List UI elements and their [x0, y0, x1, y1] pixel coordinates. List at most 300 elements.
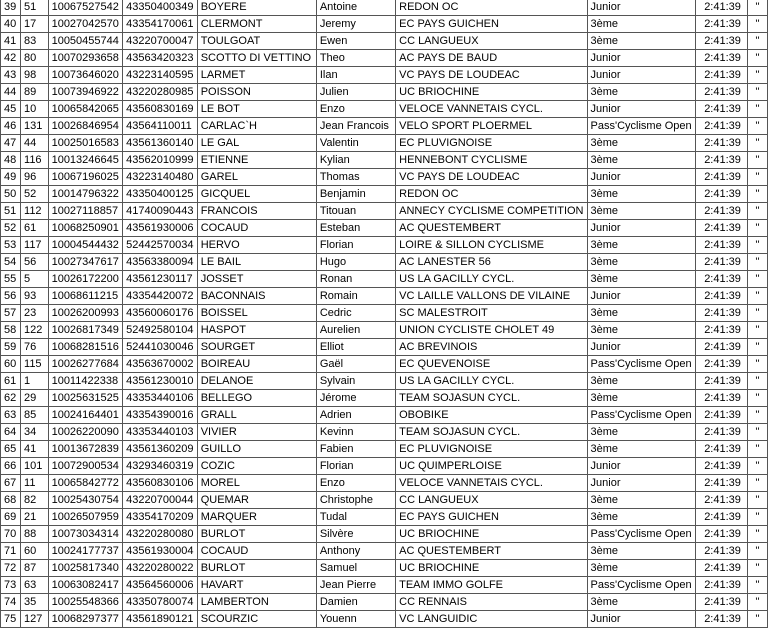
lastname-cell[interactable]: HERVO	[197, 237, 316, 254]
firstname-cell[interactable]: Fabien	[316, 441, 395, 458]
gap-cell[interactable]: ''	[747, 254, 767, 271]
lastname-cell[interactable]: GICQUEL	[197, 186, 316, 203]
bib-cell[interactable]: 83	[21, 33, 49, 50]
club-cell[interactable]: AC QUESTEMBERT	[396, 220, 587, 237]
time-cell[interactable]: 2:41:39	[695, 50, 747, 67]
place-cell[interactable]: 67	[1, 475, 21, 492]
bib-cell[interactable]: 1	[21, 373, 49, 390]
club-cell[interactable]: CC LANGUEUX	[396, 492, 587, 509]
bib-cell[interactable]: 5	[21, 271, 49, 288]
category-cell[interactable]: Pass'Cyclisme Open	[587, 356, 695, 373]
place-cell[interactable]: 47	[1, 135, 21, 152]
firstname-cell[interactable]: Thomas	[316, 169, 395, 186]
bib-cell[interactable]: 60	[21, 543, 49, 560]
uci-id-cell[interactable]: 10065842065	[48, 101, 123, 118]
time-cell[interactable]: 2:41:39	[695, 118, 747, 135]
time-cell[interactable]: 2:41:39	[695, 33, 747, 50]
uci-id-cell[interactable]: 10026200993	[48, 305, 123, 322]
firstname-cell[interactable]: Jeremy	[316, 16, 395, 33]
category-cell[interactable]: 3ème	[587, 33, 695, 50]
gap-cell[interactable]: ''	[747, 152, 767, 169]
time-cell[interactable]: 2:41:39	[695, 288, 747, 305]
place-cell[interactable]: 48	[1, 152, 21, 169]
lastname-cell[interactable]: LARMET	[197, 67, 316, 84]
category-cell[interactable]: 3ème	[587, 492, 695, 509]
gap-cell[interactable]: ''	[747, 407, 767, 424]
lastname-cell[interactable]: MOREL	[197, 475, 316, 492]
firstname-cell[interactable]: Damien	[316, 594, 395, 611]
licence-cell[interactable]: 43220700044	[123, 492, 198, 509]
place-cell[interactable]: 60	[1, 356, 21, 373]
category-cell[interactable]: 3ème	[587, 135, 695, 152]
bib-cell[interactable]: 82	[21, 492, 49, 509]
time-cell[interactable]: 2:41:39	[695, 16, 747, 33]
place-cell[interactable]: 65	[1, 441, 21, 458]
place-cell[interactable]: 44	[1, 84, 21, 101]
licence-cell[interactable]: 43560830169	[123, 101, 198, 118]
place-cell[interactable]: 57	[1, 305, 21, 322]
place-cell[interactable]: 75	[1, 611, 21, 628]
lastname-cell[interactable]: VIVIER	[197, 424, 316, 441]
club-cell[interactable]: AC LANESTER 56	[396, 254, 587, 271]
firstname-cell[interactable]: Esteban	[316, 220, 395, 237]
club-cell[interactable]: SC MALESTROIT	[396, 305, 587, 322]
licence-cell[interactable]: 43353440103	[123, 424, 198, 441]
category-cell[interactable]: Junior	[587, 220, 695, 237]
bib-cell[interactable]: 56	[21, 254, 49, 271]
bib-cell[interactable]: 61	[21, 220, 49, 237]
time-cell[interactable]: 2:41:39	[695, 203, 747, 220]
uci-id-cell[interactable]: 10067196025	[48, 169, 123, 186]
time-cell[interactable]: 2:41:39	[695, 67, 747, 84]
licence-cell[interactable]: 43220700047	[123, 33, 198, 50]
firstname-cell[interactable]: Enzo	[316, 101, 395, 118]
lastname-cell[interactable]: LAMBERTON	[197, 594, 316, 611]
gap-cell[interactable]: ''	[747, 611, 767, 628]
time-cell[interactable]: 2:41:39	[695, 169, 747, 186]
category-cell[interactable]: 3ème	[587, 373, 695, 390]
gap-cell[interactable]: ''	[747, 16, 767, 33]
firstname-cell[interactable]: Ewen	[316, 33, 395, 50]
firstname-cell[interactable]: Florian	[316, 458, 395, 475]
category-cell[interactable]: 3ème	[587, 424, 695, 441]
gap-cell[interactable]: ''	[747, 424, 767, 441]
club-cell[interactable]: EC PAYS GUICHEN	[396, 16, 587, 33]
club-cell[interactable]: TEAM SOJASUN CYCL.	[396, 390, 587, 407]
time-cell[interactable]: 2:41:39	[695, 135, 747, 152]
lastname-cell[interactable]: HAVART	[197, 577, 316, 594]
firstname-cell[interactable]: Titouan	[316, 203, 395, 220]
time-cell[interactable]: 2:41:39	[695, 322, 747, 339]
licence-cell[interactable]: 43560830106	[123, 475, 198, 492]
lastname-cell[interactable]: HASPOT	[197, 322, 316, 339]
gap-cell[interactable]: ''	[747, 560, 767, 577]
bib-cell[interactable]: 87	[21, 560, 49, 577]
category-cell[interactable]: Junior	[587, 288, 695, 305]
uci-id-cell[interactable]: 10026507959	[48, 509, 123, 526]
category-cell[interactable]: Junior	[587, 50, 695, 67]
club-cell[interactable]: TEAM IMMO GOLFE	[396, 577, 587, 594]
firstname-cell[interactable]: Florian	[316, 237, 395, 254]
club-cell[interactable]: UC BRIOCHINE	[396, 560, 587, 577]
firstname-cell[interactable]: Ilan	[316, 67, 395, 84]
lastname-cell[interactable]: LE BAIL	[197, 254, 316, 271]
bib-cell[interactable]: 52	[21, 186, 49, 203]
licence-cell[interactable]: 43561360209	[123, 441, 198, 458]
licence-cell[interactable]: 43563670002	[123, 356, 198, 373]
place-cell[interactable]: 40	[1, 16, 21, 33]
time-cell[interactable]: 2:41:39	[695, 475, 747, 492]
firstname-cell[interactable]: Silvère	[316, 526, 395, 543]
category-cell[interactable]: Junior	[587, 169, 695, 186]
bib-cell[interactable]: 76	[21, 339, 49, 356]
bib-cell[interactable]: 17	[21, 16, 49, 33]
firstname-cell[interactable]: Ronan	[316, 271, 395, 288]
lastname-cell[interactable]: COCAUD	[197, 220, 316, 237]
place-cell[interactable]: 69	[1, 509, 21, 526]
gap-cell[interactable]: ''	[747, 356, 767, 373]
licence-cell[interactable]: 43561360140	[123, 135, 198, 152]
category-cell[interactable]: 3ème	[587, 390, 695, 407]
licence-cell[interactable]: 43350780074	[123, 594, 198, 611]
gap-cell[interactable]: ''	[747, 526, 767, 543]
category-cell[interactable]: 3ème	[587, 203, 695, 220]
firstname-cell[interactable]: Theo	[316, 50, 395, 67]
club-cell[interactable]: US LA GACILLY CYCL.	[396, 373, 587, 390]
lastname-cell[interactable]: QUEMAR	[197, 492, 316, 509]
club-cell[interactable]: VELO SPORT PLOERMEL	[396, 118, 587, 135]
uci-id-cell[interactable]: 10027042570	[48, 16, 123, 33]
category-cell[interactable]: Pass'Cyclisme Open	[587, 407, 695, 424]
time-cell[interactable]: 2:41:39	[695, 577, 747, 594]
bib-cell[interactable]: 112	[21, 203, 49, 220]
licence-cell[interactable]: 43562010999	[123, 152, 198, 169]
place-cell[interactable]: 51	[1, 203, 21, 220]
club-cell[interactable]: AC QUESTEMBERT	[396, 543, 587, 560]
lastname-cell[interactable]: BURLOT	[197, 560, 316, 577]
lastname-cell[interactable]: LE GAL	[197, 135, 316, 152]
uci-id-cell[interactable]: 10011422338	[48, 373, 123, 390]
licence-cell[interactable]: 43561230117	[123, 271, 198, 288]
gap-cell[interactable]: ''	[747, 305, 767, 322]
place-cell[interactable]: 63	[1, 407, 21, 424]
firstname-cell[interactable]: Antoine	[316, 0, 395, 16]
time-cell[interactable]: 2:41:39	[695, 271, 747, 288]
club-cell[interactable]: UC BRIOCHINE	[396, 84, 587, 101]
place-cell[interactable]: 49	[1, 169, 21, 186]
licence-cell[interactable]: 43354390016	[123, 407, 198, 424]
licence-cell[interactable]: 43220280985	[123, 84, 198, 101]
firstname-cell[interactable]: Kylian	[316, 152, 395, 169]
gap-cell[interactable]: ''	[747, 543, 767, 560]
gap-cell[interactable]: ''	[747, 220, 767, 237]
uci-id-cell[interactable]: 10068297377	[48, 611, 123, 628]
uci-id-cell[interactable]: 10026172200	[48, 271, 123, 288]
uci-id-cell[interactable]: 10024177737	[48, 543, 123, 560]
time-cell[interactable]: 2:41:39	[695, 424, 747, 441]
time-cell[interactable]: 2:41:39	[695, 543, 747, 560]
licence-cell[interactable]: 43220280080	[123, 526, 198, 543]
bib-cell[interactable]: 93	[21, 288, 49, 305]
licence-cell[interactable]: 43354170061	[123, 16, 198, 33]
lastname-cell[interactable]: GAREL	[197, 169, 316, 186]
time-cell[interactable]: 2:41:39	[695, 152, 747, 169]
gap-cell[interactable]: ''	[747, 169, 767, 186]
firstname-cell[interactable]: Samuel	[316, 560, 395, 577]
time-cell[interactable]: 2:41:39	[695, 0, 747, 16]
lastname-cell[interactable]: MARQUER	[197, 509, 316, 526]
lastname-cell[interactable]: COCAUD	[197, 543, 316, 560]
category-cell[interactable]: 3ème	[587, 237, 695, 254]
category-cell[interactable]: 3ème	[587, 186, 695, 203]
category-cell[interactable]: 3ème	[587, 322, 695, 339]
place-cell[interactable]: 56	[1, 288, 21, 305]
bib-cell[interactable]: 11	[21, 475, 49, 492]
category-cell[interactable]: 3ème	[587, 305, 695, 322]
gap-cell[interactable]: ''	[747, 339, 767, 356]
bib-cell[interactable]: 117	[21, 237, 49, 254]
licence-cell[interactable]: 43561890121	[123, 611, 198, 628]
uci-id-cell[interactable]: 10026277684	[48, 356, 123, 373]
club-cell[interactable]: UC BRIOCHINE	[396, 526, 587, 543]
bib-cell[interactable]: 88	[21, 526, 49, 543]
gap-cell[interactable]: ''	[747, 0, 767, 16]
gap-cell[interactable]: ''	[747, 492, 767, 509]
uci-id-cell[interactable]: 10004544432	[48, 237, 123, 254]
category-cell[interactable]: 3ème	[587, 509, 695, 526]
place-cell[interactable]: 73	[1, 577, 21, 594]
licence-cell[interactable]: 52442570034	[123, 237, 198, 254]
time-cell[interactable]: 2:41:39	[695, 84, 747, 101]
firstname-cell[interactable]: Tudal	[316, 509, 395, 526]
lastname-cell[interactable]: BOISSEL	[197, 305, 316, 322]
club-cell[interactable]: EC PAYS GUICHEN	[396, 509, 587, 526]
uci-id-cell[interactable]: 10072900534	[48, 458, 123, 475]
firstname-cell[interactable]: Jean Pierre	[316, 577, 395, 594]
club-cell[interactable]: ANNECY CYCLISME COMPETITION	[396, 203, 587, 220]
lastname-cell[interactable]: SCOTTO DI VETTINO	[197, 50, 316, 67]
licence-cell[interactable]: 52492580104	[123, 322, 198, 339]
time-cell[interactable]: 2:41:39	[695, 186, 747, 203]
bib-cell[interactable]: 101	[21, 458, 49, 475]
gap-cell[interactable]: ''	[747, 577, 767, 594]
place-cell[interactable]: 70	[1, 526, 21, 543]
category-cell[interactable]: 3ème	[587, 152, 695, 169]
club-cell[interactable]: VELOCE VANNETAIS CYCL.	[396, 475, 587, 492]
time-cell[interactable]: 2:41:39	[695, 339, 747, 356]
uci-id-cell[interactable]: 10025631525	[48, 390, 123, 407]
time-cell[interactable]: 2:41:39	[695, 492, 747, 509]
lastname-cell[interactable]: CARLAC`H	[197, 118, 316, 135]
bib-cell[interactable]: 122	[21, 322, 49, 339]
gap-cell[interactable]: ''	[747, 373, 767, 390]
firstname-cell[interactable]: Enzo	[316, 475, 395, 492]
gap-cell[interactable]: ''	[747, 203, 767, 220]
firstname-cell[interactable]: Julien	[316, 84, 395, 101]
licence-cell[interactable]: 43293460319	[123, 458, 198, 475]
uci-id-cell[interactable]: 10027347617	[48, 254, 123, 271]
uci-id-cell[interactable]: 10014796322	[48, 186, 123, 203]
bib-cell[interactable]: 127	[21, 611, 49, 628]
licence-cell[interactable]: 43220280022	[123, 560, 198, 577]
place-cell[interactable]: 53	[1, 237, 21, 254]
bib-cell[interactable]: 85	[21, 407, 49, 424]
club-cell[interactable]: LOIRE & SILLON CYCLISME	[396, 237, 587, 254]
place-cell[interactable]: 68	[1, 492, 21, 509]
licence-cell[interactable]: 41740090443	[123, 203, 198, 220]
uci-id-cell[interactable]: 10026220090	[48, 424, 123, 441]
firstname-cell[interactable]: Adrien	[316, 407, 395, 424]
place-cell[interactable]: 50	[1, 186, 21, 203]
gap-cell[interactable]: ''	[747, 509, 767, 526]
place-cell[interactable]: 55	[1, 271, 21, 288]
licence-cell[interactable]: 43350400349	[123, 0, 198, 16]
bib-cell[interactable]: 96	[21, 169, 49, 186]
bib-cell[interactable]: 23	[21, 305, 49, 322]
place-cell[interactable]: 43	[1, 67, 21, 84]
uci-id-cell[interactable]: 10070293658	[48, 50, 123, 67]
time-cell[interactable]: 2:41:39	[695, 594, 747, 611]
time-cell[interactable]: 2:41:39	[695, 458, 747, 475]
licence-cell[interactable]: 43561230010	[123, 373, 198, 390]
bib-cell[interactable]: 89	[21, 84, 49, 101]
licence-cell[interactable]: 43561930004	[123, 543, 198, 560]
uci-id-cell[interactable]: 10065842772	[48, 475, 123, 492]
club-cell[interactable]: VC PAYS DE LOUDEAC	[396, 67, 587, 84]
firstname-cell[interactable]: Cedric	[316, 305, 395, 322]
time-cell[interactable]: 2:41:39	[695, 305, 747, 322]
licence-cell[interactable]: 43223140480	[123, 169, 198, 186]
category-cell[interactable]: Pass'Cyclisme Open	[587, 526, 695, 543]
club-cell[interactable]: OBOBIKE	[396, 407, 587, 424]
lastname-cell[interactable]: BACONNAIS	[197, 288, 316, 305]
uci-id-cell[interactable]: 10013246645	[48, 152, 123, 169]
uci-id-cell[interactable]: 10068281516	[48, 339, 123, 356]
gap-cell[interactable]: ''	[747, 271, 767, 288]
place-cell[interactable]: 54	[1, 254, 21, 271]
bib-cell[interactable]: 10	[21, 101, 49, 118]
club-cell[interactable]: EC PLUVIGNOISE	[396, 135, 587, 152]
gap-cell[interactable]: ''	[747, 101, 767, 118]
firstname-cell[interactable]: Kevinn	[316, 424, 395, 441]
time-cell[interactable]: 2:41:39	[695, 101, 747, 118]
category-cell[interactable]: 3ème	[587, 271, 695, 288]
time-cell[interactable]: 2:41:39	[695, 509, 747, 526]
firstname-cell[interactable]: Sylvain	[316, 373, 395, 390]
gap-cell[interactable]: ''	[747, 390, 767, 407]
gap-cell[interactable]: ''	[747, 33, 767, 50]
club-cell[interactable]: AC BREVINOIS	[396, 339, 587, 356]
uci-id-cell[interactable]: 10063082417	[48, 577, 123, 594]
place-cell[interactable]: 52	[1, 220, 21, 237]
lastname-cell[interactable]: CLERMONT	[197, 16, 316, 33]
lastname-cell[interactable]: GUILLO	[197, 441, 316, 458]
place-cell[interactable]: 58	[1, 322, 21, 339]
bib-cell[interactable]: 116	[21, 152, 49, 169]
firstname-cell[interactable]: Aurelien	[316, 322, 395, 339]
category-cell[interactable]: 3ème	[587, 254, 695, 271]
category-cell[interactable]: 3ème	[587, 16, 695, 33]
bib-cell[interactable]: 35	[21, 594, 49, 611]
gap-cell[interactable]: ''	[747, 67, 767, 84]
firstname-cell[interactable]: Jean Francois	[316, 118, 395, 135]
category-cell[interactable]: Pass'Cyclisme Open	[587, 577, 695, 594]
bib-cell[interactable]: 21	[21, 509, 49, 526]
licence-cell[interactable]: 43564560006	[123, 577, 198, 594]
gap-cell[interactable]: ''	[747, 186, 767, 203]
firstname-cell[interactable]: Gaël	[316, 356, 395, 373]
uci-id-cell[interactable]: 10024164401	[48, 407, 123, 424]
club-cell[interactable]: EC PLUVIGNOISE	[396, 441, 587, 458]
lastname-cell[interactable]: SCOURZIC	[197, 611, 316, 628]
lastname-cell[interactable]: BOYERE	[197, 0, 316, 16]
club-cell[interactable]: CC RENNAIS	[396, 594, 587, 611]
place-cell[interactable]: 61	[1, 373, 21, 390]
bib-cell[interactable]: 29	[21, 390, 49, 407]
uci-id-cell[interactable]: 10025548366	[48, 594, 123, 611]
club-cell[interactable]: VC LANGUIDIC	[396, 611, 587, 628]
club-cell[interactable]: VC PAYS DE LOUDEAC	[396, 169, 587, 186]
gap-cell[interactable]: ''	[747, 50, 767, 67]
time-cell[interactable]: 2:41:39	[695, 407, 747, 424]
gap-cell[interactable]: ''	[747, 458, 767, 475]
place-cell[interactable]: 41	[1, 33, 21, 50]
time-cell[interactable]: 2:41:39	[695, 220, 747, 237]
uci-id-cell[interactable]: 10025817340	[48, 560, 123, 577]
firstname-cell[interactable]: Hugo	[316, 254, 395, 271]
category-cell[interactable]: Junior	[587, 339, 695, 356]
gap-cell[interactable]: ''	[747, 118, 767, 135]
category-cell[interactable]: 3ème	[587, 84, 695, 101]
category-cell[interactable]: Junior	[587, 475, 695, 492]
club-cell[interactable]: REDON OC	[396, 0, 587, 16]
time-cell[interactable]: 2:41:39	[695, 356, 747, 373]
licence-cell[interactable]: 43223140595	[123, 67, 198, 84]
gap-cell[interactable]: ''	[747, 441, 767, 458]
place-cell[interactable]: 74	[1, 594, 21, 611]
licence-cell[interactable]: 43350400125	[123, 186, 198, 203]
club-cell[interactable]: REDON OC	[396, 186, 587, 203]
place-cell[interactable]: 39	[1, 0, 21, 16]
uci-id-cell[interactable]: 10050455744	[48, 33, 123, 50]
licence-cell[interactable]: 52441030046	[123, 339, 198, 356]
firstname-cell[interactable]: Christophe	[316, 492, 395, 509]
time-cell[interactable]: 2:41:39	[695, 254, 747, 271]
lastname-cell[interactable]: JOSSET	[197, 271, 316, 288]
licence-cell[interactable]: 43563380094	[123, 254, 198, 271]
uci-id-cell[interactable]: 10026817349	[48, 322, 123, 339]
time-cell[interactable]: 2:41:39	[695, 237, 747, 254]
firstname-cell[interactable]: Romain	[316, 288, 395, 305]
bib-cell[interactable]: 80	[21, 50, 49, 67]
bib-cell[interactable]: 63	[21, 577, 49, 594]
uci-id-cell[interactable]: 10073034314	[48, 526, 123, 543]
place-cell[interactable]: 66	[1, 458, 21, 475]
lastname-cell[interactable]: TOULGOAT	[197, 33, 316, 50]
licence-cell[interactable]: 43353440106	[123, 390, 198, 407]
uci-id-cell[interactable]: 10073946922	[48, 84, 123, 101]
gap-cell[interactable]: ''	[747, 475, 767, 492]
bib-cell[interactable]: 41	[21, 441, 49, 458]
lastname-cell[interactable]: DELANOE	[197, 373, 316, 390]
place-cell[interactable]: 62	[1, 390, 21, 407]
place-cell[interactable]: 42	[1, 50, 21, 67]
bib-cell[interactable]: 98	[21, 67, 49, 84]
licence-cell[interactable]: 43561930006	[123, 220, 198, 237]
time-cell[interactable]: 2:41:39	[695, 441, 747, 458]
firstname-cell[interactable]: Anthony	[316, 543, 395, 560]
lastname-cell[interactable]: LE BOT	[197, 101, 316, 118]
